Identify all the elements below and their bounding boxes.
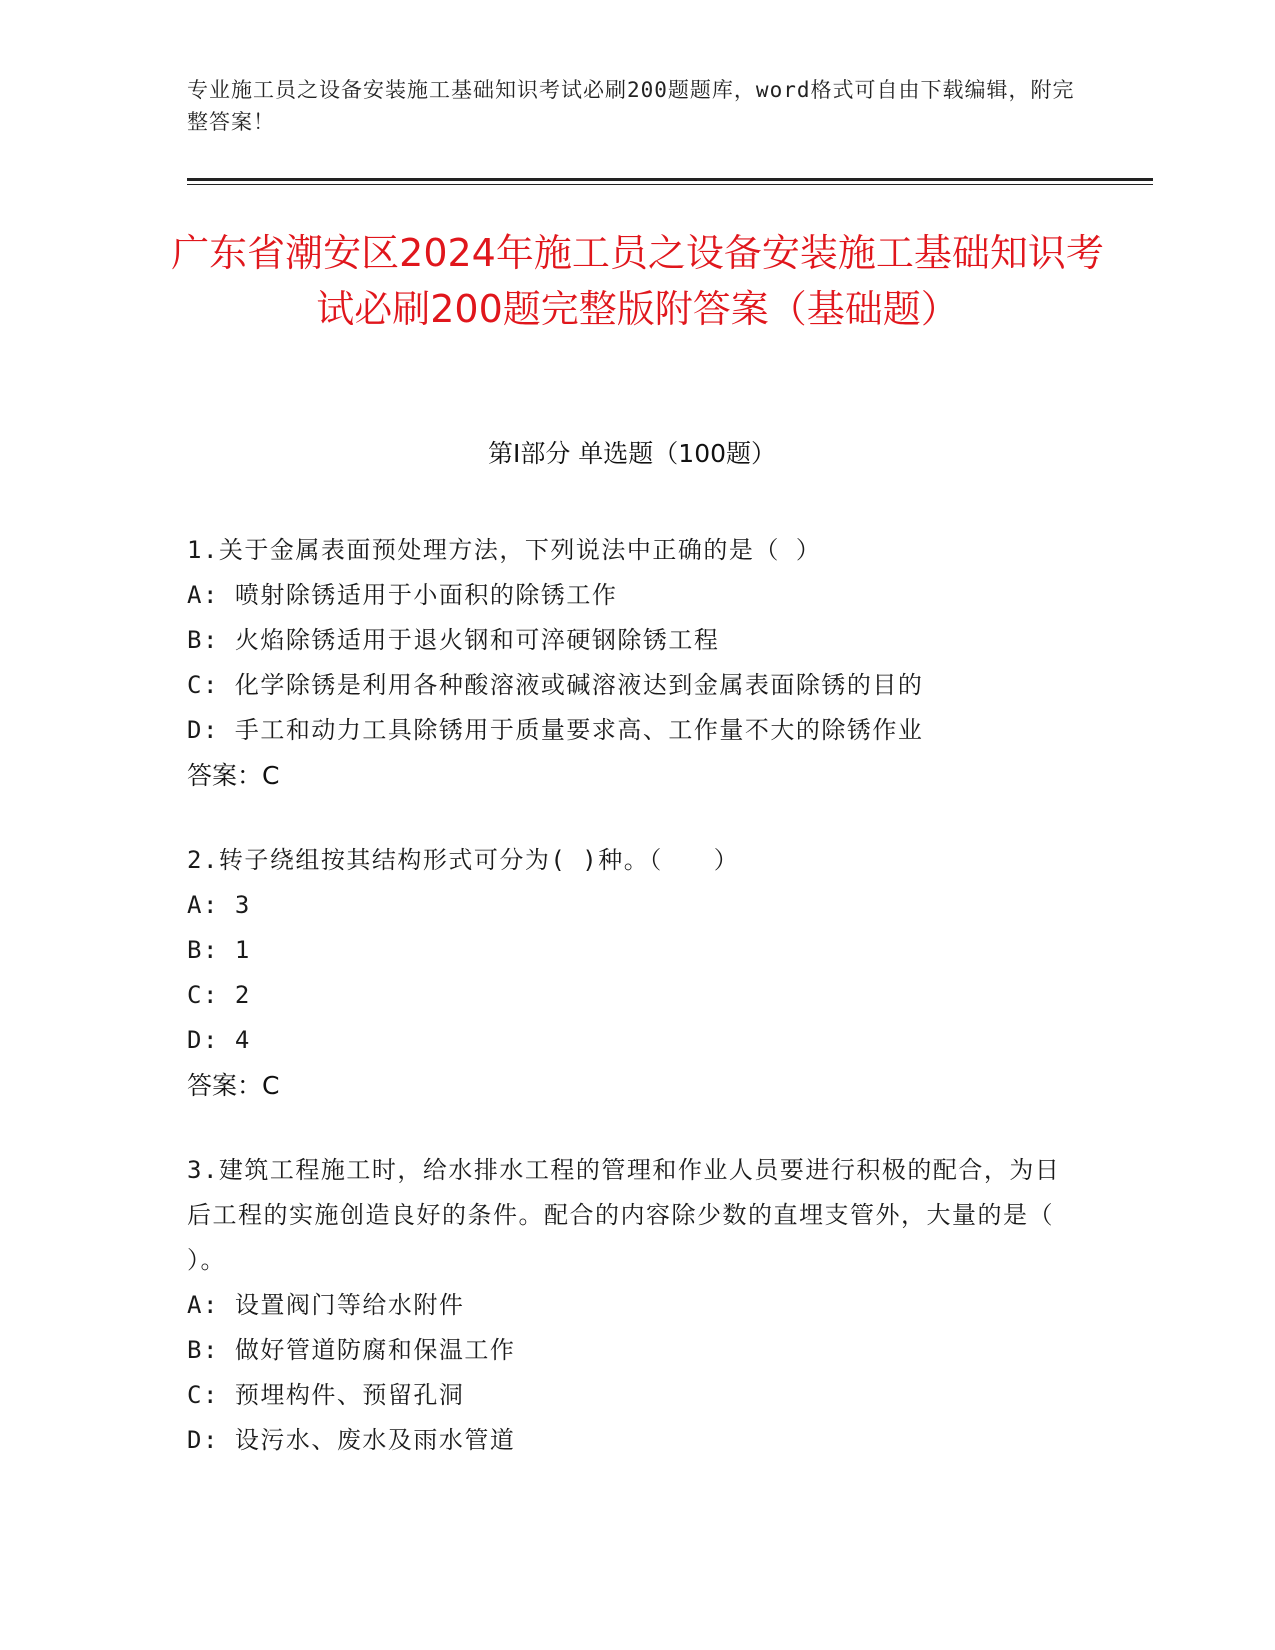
question-stem: 2.转子绕组按其结构形式可分为( )种。（ ） <box>187 846 740 874</box>
option-c: C: 2 <box>187 981 251 1009</box>
option-d: D: 手工和动力工具除锈用于质量要求高、工作量不大的除锈作业 <box>187 716 924 744</box>
option-a: A: 3 <box>187 891 251 919</box>
document-title: 广东省潮安区2024年施工员之设备安装施工基础知识考试必刷200题完整版附答案（基础题） <box>171 231 1104 331</box>
option-d: D: 设污水、废水及雨水管道 <box>187 1426 516 1454</box>
question-1 <box>187 528 1067 798</box>
header-divider-thin <box>187 184 1153 185</box>
option-a: A: 喷射除锈适用于小面积的除锈工作 <box>187 581 618 609</box>
option-c: C: 预埋构件、预留孔洞 <box>187 1381 465 1409</box>
section-title: 第Ⅰ部分 单选题（100题） <box>487 439 777 468</box>
header-note: 专业施工员之设备安装施工基础知识考试必刷200题题库，word格式可自由下载编辑，附完整答案！ <box>187 78 1075 134</box>
question-stem: 3.建筑工程施工时，给水排水工程的管理和作业人员要进行积极的配合，为日后工程的实施创造良好的条件。配合的内容除少数的直埋支管外，大量的是（ ）。 <box>187 1156 1061 1274</box>
answer: 答案：C <box>187 761 280 790</box>
header-divider-thick <box>187 178 1153 181</box>
option-c: C: 化学除锈是利用各种酸溶液或碱溶液达到金属表面除锈的目的 <box>187 671 924 699</box>
question-stem: 1.关于金属表面预处理方法，下列说法中正确的是（ ） <box>187 536 822 564</box>
option-b: B: 1 <box>187 936 251 964</box>
answer: 答案：C <box>187 1071 280 1100</box>
option-b: B: 火焰除锈适用于退火钢和可淬硬钢除锈工程 <box>187 626 720 654</box>
question-3 <box>187 1148 1067 1463</box>
option-d: D: 4 <box>187 1026 251 1054</box>
question-list <box>187 528 1067 1503</box>
question-2 <box>187 838 1067 1108</box>
option-b: B: 做好管道防腐和保温工作 <box>187 1336 516 1364</box>
option-a: A: 设置阀门等给水附件 <box>187 1291 465 1319</box>
